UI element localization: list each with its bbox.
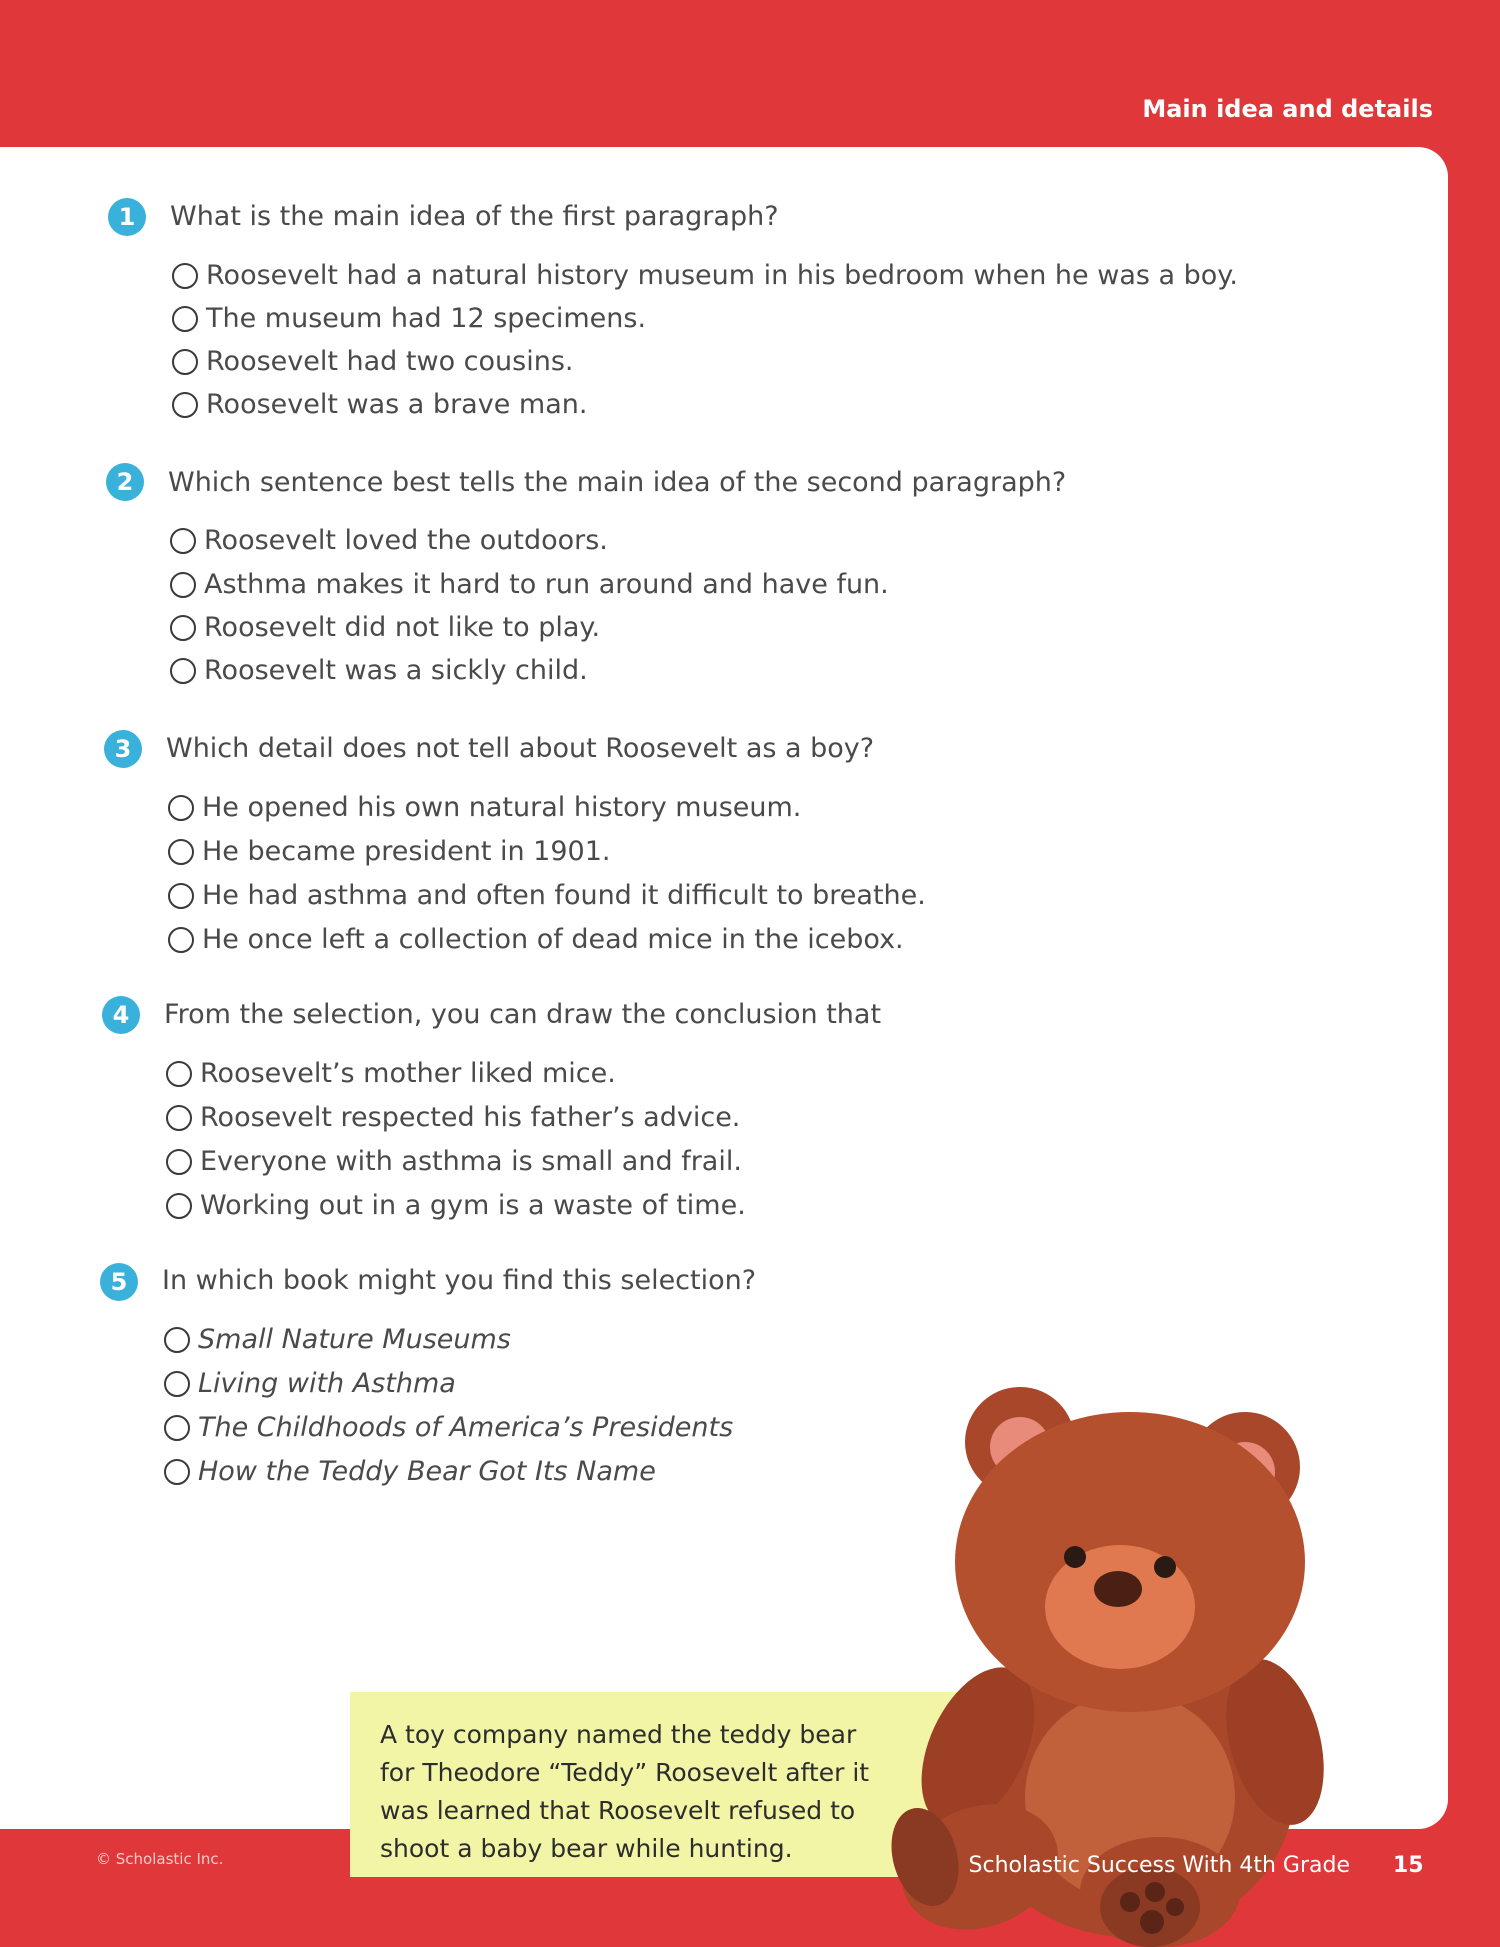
radio-button[interactable]: [168, 883, 194, 909]
option-label: Roosevelt did not like to play.: [204, 612, 601, 643]
radio-button[interactable]: [164, 1371, 190, 1397]
option-label: Working out in a gym is a waste of time.: [200, 1190, 746, 1221]
radio-button[interactable]: [172, 306, 198, 332]
radio-button[interactable]: [164, 1327, 190, 1353]
question-4-option-d[interactable]: [166, 1190, 746, 1221]
option-label: Roosevelt was a sickly child.: [204, 655, 588, 686]
radio-button[interactable]: [164, 1415, 190, 1441]
question-4-text: From the selection, you can draw the conclusion that: [164, 999, 882, 1030]
option-label: Roosevelt’s mother liked mice.: [200, 1058, 616, 1089]
radio-button[interactable]: [172, 392, 198, 418]
radio-button[interactable]: [170, 572, 196, 598]
question-3-option-b[interactable]: [168, 836, 610, 867]
option-label: Asthma makes it hard to run around and have fun.: [204, 569, 889, 600]
radio-button[interactable]: [168, 795, 194, 821]
option-label: He had asthma and often found it difficult to breathe.: [202, 880, 926, 911]
question-5-number-badge: 5: [100, 1263, 138, 1301]
radio-button[interactable]: [172, 263, 198, 289]
book-title-footer: Scholastic Success With 4th Grade: [968, 1853, 1350, 1878]
option-label: Everyone with asthma is small and frail.: [200, 1146, 742, 1177]
fun-fact-text: A toy company named the teddy bear for Theodore “Teddy” Roosevelt after it was learned that Roosevelt refused to shoot a baby bear while hunting.: [380, 1720, 870, 1863]
question-2-option-c[interactable]: [170, 612, 600, 643]
question-4-number-badge: 4: [102, 996, 140, 1034]
question-3-text: Which detail does not tell about Roosevelt as a boy?: [166, 733, 875, 764]
option-label: The museum had 12 specimens.: [206, 303, 647, 334]
question-5-option-a[interactable]: [164, 1324, 511, 1355]
question-1-text: What is the main idea of the first paragraph?: [170, 201, 779, 232]
option-label: The Childhoods of America’s Presidents: [198, 1412, 734, 1443]
section-topic-label: Main idea and details: [1142, 95, 1433, 123]
radio-button[interactable]: [164, 1459, 190, 1485]
question-4-option-b[interactable]: [166, 1102, 740, 1133]
question-4-option-a[interactable]: [166, 1058, 616, 1089]
page-number: 15: [1393, 1853, 1424, 1878]
question-3-option-d[interactable]: [168, 924, 904, 955]
option-label: He once left a collection of dead mice in the icebox.: [202, 924, 904, 955]
question-1-option-a[interactable]: [172, 260, 1238, 291]
option-label: Roosevelt had a natural history museum in his bedroom when he was a boy.: [206, 260, 1239, 291]
question-5-option-d[interactable]: [164, 1456, 656, 1487]
option-label: Roosevelt loved the outdoors.: [204, 525, 608, 556]
option-label: Roosevelt had two cousins.: [206, 346, 574, 377]
question-2-option-d[interactable]: [170, 655, 588, 686]
question-5-option-b[interactable]: [164, 1368, 456, 1399]
option-label: How the Teddy Bear Got Its Name: [198, 1456, 656, 1487]
question-2-text: Which sentence best tells the main idea of the second paragraph?: [168, 467, 1067, 498]
option-label: Roosevelt respected his father’s advice.: [200, 1102, 741, 1133]
question-2-option-b[interactable]: [170, 569, 889, 600]
option-label: He became president in 1901.: [202, 836, 611, 867]
radio-button[interactable]: [172, 349, 198, 375]
radio-button[interactable]: [166, 1061, 192, 1087]
radio-button[interactable]: [170, 658, 196, 684]
question-5-option-c[interactable]: [164, 1412, 733, 1443]
question-5-text: In which book might you find this selection?: [162, 1265, 757, 1296]
option-label: Living with Asthma: [198, 1368, 456, 1399]
radio-button[interactable]: [168, 839, 194, 865]
option-label: Roosevelt was a brave man.: [206, 389, 588, 420]
radio-button[interactable]: [166, 1193, 192, 1219]
question-1-option-b[interactable]: [172, 303, 646, 334]
radio-button[interactable]: [170, 528, 196, 554]
question-4-option-c[interactable]: [166, 1146, 742, 1177]
radio-button[interactable]: [166, 1149, 192, 1175]
option-label: He opened his own natural history museum.: [202, 792, 802, 823]
radio-button[interactable]: [168, 927, 194, 953]
copyright-text: © Scholastic Inc.: [96, 1850, 224, 1868]
radio-button[interactable]: [170, 615, 196, 641]
radio-button[interactable]: [166, 1105, 192, 1131]
option-label: Small Nature Museums: [198, 1324, 511, 1355]
question-3-option-a[interactable]: [168, 792, 801, 823]
question-1-number-badge: 1: [108, 198, 146, 236]
question-3-number-badge: 3: [104, 730, 142, 768]
question-1-option-c[interactable]: [172, 346, 573, 377]
question-2-number-badge: 2: [106, 463, 144, 501]
question-3-option-c[interactable]: [168, 880, 926, 911]
question-2-option-a[interactable]: [170, 525, 608, 556]
question-1-option-d[interactable]: [172, 389, 587, 420]
